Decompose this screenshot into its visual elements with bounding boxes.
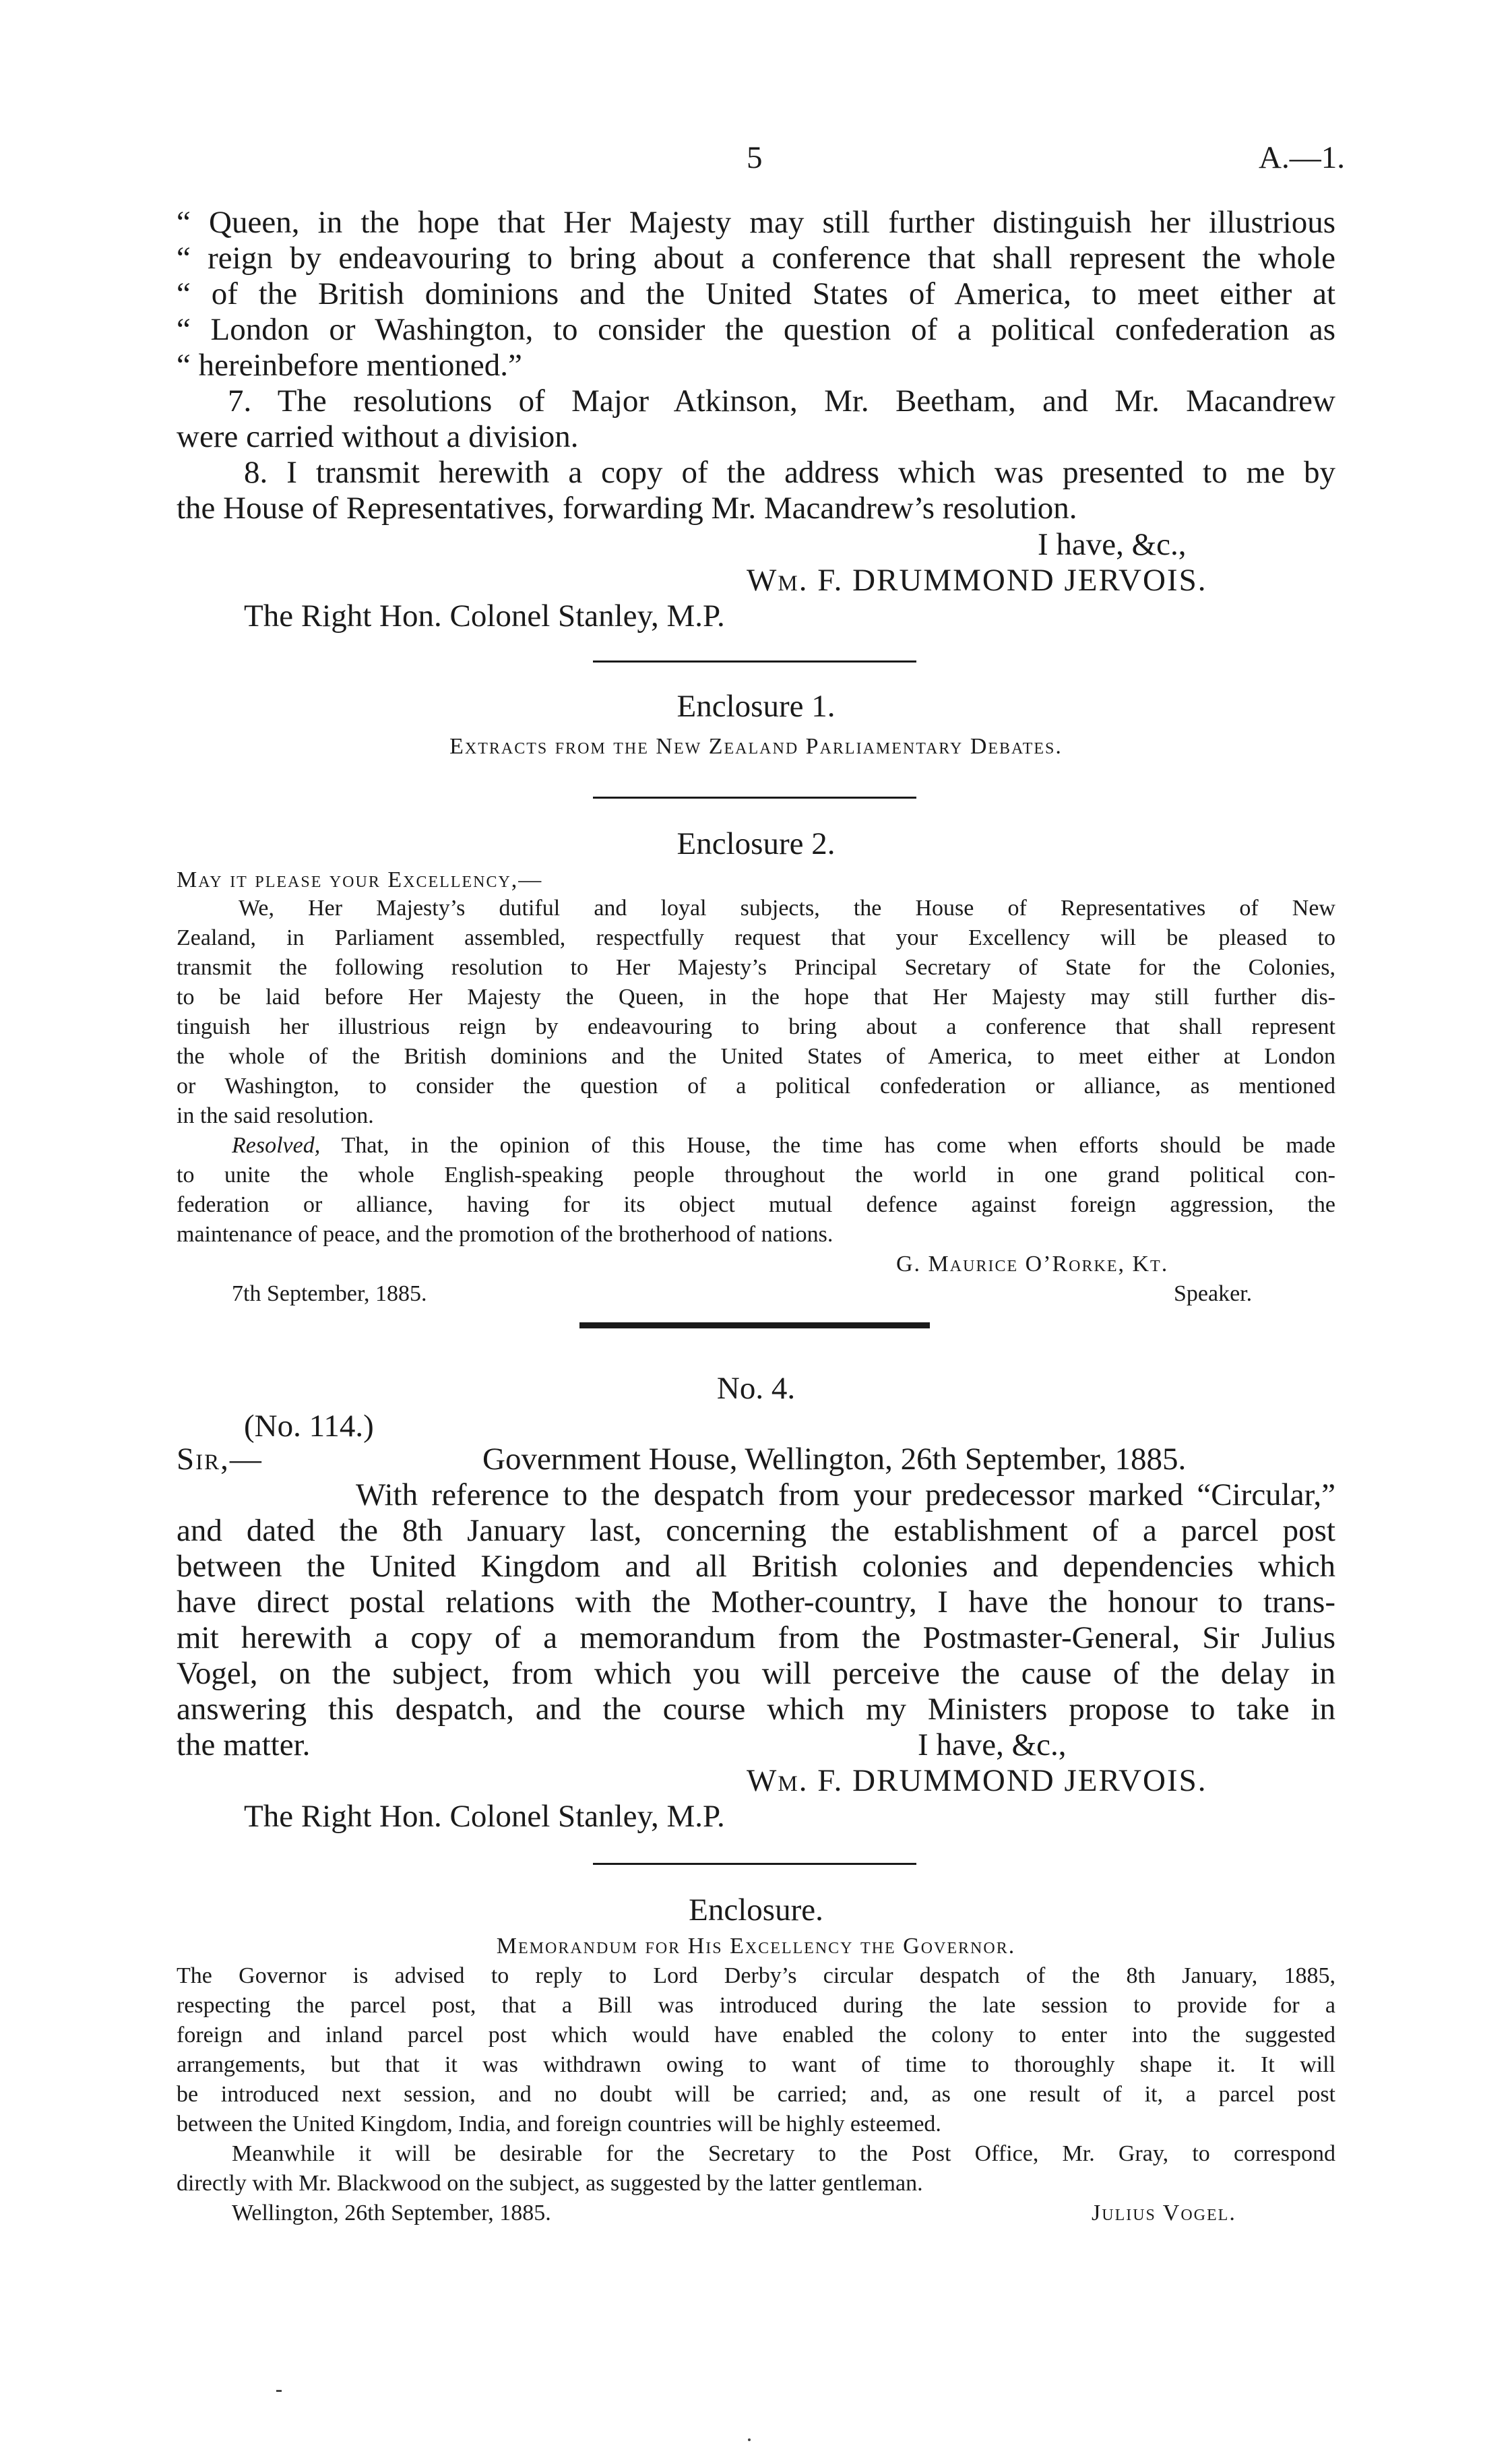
paragraph-7 — [228, 383, 1335, 419]
resolution-paragraph — [177, 1161, 1335, 1220]
print-mark — [748, 2438, 751, 2441]
text-line: the House of Representatives, forwarding Mr. Macandrew’s resolution. — [177, 491, 1077, 526]
print-mark — [276, 2390, 282, 2392]
text-line: Vogel, on the subject, from which you will perceive the cause of the delay in — [177, 1656, 1335, 1691]
date: 7th September, 1885. — [232, 1281, 427, 1306]
text-line: the whole of the British dominions and the United States of America, to meet either at London — [177, 1044, 1335, 1069]
text-line: The Governor is advised to reply to Lord Derby’s circular despatch of the 8th January, 1885, — [177, 1963, 1335, 1988]
text-line: or Washington, to consider the question of a political confederation or alliance, as mentioned — [177, 1074, 1335, 1099]
page-number: 5 — [747, 140, 763, 175]
text-line: the matter. — [177, 1727, 311, 1762]
text-line: have direct postal relations with the Mother-country, I have the honour to trans- — [177, 1585, 1335, 1620]
addressee: The Right Hon. Colonel Stanley, M.P. — [244, 598, 725, 634]
text-line: were carried without a division. — [177, 419, 579, 454]
text-line: 7. The resolutions of Major Atkinson, Mr. Beetham, and Mr. Macandrew — [228, 383, 1335, 419]
date: Wellington, 26th September, 1885. — [232, 2201, 551, 2225]
memorandum-heading: Memorandum for His Excellency the Governor. — [496, 1934, 1016, 1959]
text-line: That, in the opinion of this House, the time has come when efforts should be made — [341, 1133, 1335, 1158]
text-line: “ reign by endeavouring to bring about a conference that shall represent the whole — [177, 241, 1335, 276]
letter-body — [177, 1477, 1335, 1727]
place-date: Government House, Wellington, 26th September, 1885. — [482, 1442, 1187, 1477]
text-line: and dated the 8th January last, concerning the establishment of a parcel post — [177, 1513, 1335, 1548]
text-line: We, Her Majesty’s dutiful and loyal subjects, the House of Representatives of New — [239, 896, 1335, 921]
text-line: Zealand, in Parliament assembled, respectfully request that your Excellency will be pleased to — [177, 925, 1335, 950]
enclosure-2-title: Enclosure 2. — [676, 826, 836, 861]
text-line: directly with Mr. Blackwood on the subject, as suggested by the latter gentleman. — [177, 2171, 923, 2196]
enclosure-1-subtitle: Extracts from the New Zealand Parliamentary Debates. — [449, 734, 1063, 759]
signature: Wm. F. DRUMMOND JERVOIS. — [747, 1763, 1207, 1798]
signature: Wm. F. DRUMMOND JERVOIS. — [747, 563, 1207, 598]
address-paragraph — [177, 894, 1335, 1101]
text-line: federation or alliance, having for its object mutual defence against foreign aggression, the — [177, 1192, 1335, 1217]
text-line: “ London or Washington, to consider the question of a political confederation as — [177, 312, 1335, 347]
paragraph-8 — [244, 455, 1335, 491]
text-line: between the United Kingdom and all British colonies and dependencies which — [177, 1549, 1335, 1584]
text-line: With reference to the despatch from your predecessor marked “Circular,” — [356, 1477, 1335, 1512]
text-line: Meanwhile it will be desirable for the Secretary to the Post Office, Mr. Gray, to correspond — [232, 2141, 1335, 2166]
text-line: answering this despatch, and the course which my Ministers propose to take in — [177, 1692, 1335, 1727]
text-line: arrangements, but that it was withdrawn owing to want of time to thoroughly shape it. It will — [177, 2052, 1335, 2077]
enclosure-1-title: Enclosure 1. — [676, 689, 836, 724]
quoted-resolution — [177, 205, 1335, 348]
text-line: between the United Kingdom, India, and foreign countries will be highly esteemed. — [177, 2112, 941, 2136]
text-line: to be laid before Her Majesty the Queen, in the hope that Her Majesty may still further dis- — [177, 985, 1335, 1010]
signer: G. Maurice O’Rorke, Kt. — [896, 1252, 1169, 1277]
memorandum-paragraph-2 — [232, 2139, 1335, 2169]
text-line: “ of the British dominions and the United States of America, to meet either at — [177, 276, 1335, 311]
text-line: foreign and inland parcel post which would have enabled the colony to enter into the suggested — [177, 2023, 1335, 2048]
text-line: to unite the whole English-speaking people throughout the world in one grand political con- — [177, 1163, 1335, 1188]
heavy-divider — [579, 1322, 930, 1328]
enclosure-title: Enclosure. — [689, 1893, 823, 1928]
divider — [593, 1863, 916, 1865]
text-line: 8. I transmit herewith a copy of the address which was presented to me by — [244, 455, 1335, 490]
divider — [593, 797, 916, 799]
text-line: mit herewith a copy of a memorandum from the Postmaster-General, Sir Julius — [177, 1620, 1335, 1655]
letter-title: No. 4. — [716, 1371, 796, 1406]
text-line: tinguish her illustrious reign by endeavouring to bring about a conference that shall represent — [177, 1014, 1335, 1039]
text-line: maintenance of peace, and the promotion of the brotherhood of nations. — [177, 1222, 833, 1247]
document-reference: A.—1. — [1259, 140, 1345, 175]
signer-title: Speaker. — [1174, 1281, 1253, 1306]
text-line: in the said resolution. — [177, 1103, 374, 1128]
addressee: The Right Hon. Colonel Stanley, M.P. — [244, 1799, 725, 1834]
text-line: be introduced next session, and no doubt will be carried; and, as one result of it, a parcel post — [177, 2082, 1335, 2107]
text-line: “ hereinbefore mentioned.” — [177, 348, 522, 383]
closing: I have, &c., — [1038, 527, 1187, 562]
text-line: respecting the parcel post, that a Bill was introduced during the late session to provide for a — [177, 1993, 1335, 2018]
resolution-first-line — [232, 1131, 1335, 1161]
closing: I have, &c., — [918, 1727, 1067, 1762]
divider — [593, 660, 916, 663]
memorandum-paragraph — [177, 1961, 1335, 2110]
letter-reference: (No. 114.) — [244, 1409, 374, 1444]
salutation: May it please your Excellency,— — [177, 867, 543, 892]
salutation: Sir,— — [177, 1442, 263, 1477]
text-line: “ Queen, in the hope that Her Majesty may still further distinguish her illustrious — [177, 205, 1335, 240]
text-line: transmit the following resolution to Her Majesty’s Principal Secretary of State for the Colonies, — [177, 955, 1335, 980]
resolved-word: Resolved, — [232, 1133, 321, 1158]
signer: Julius Vogel. — [1092, 2201, 1236, 2225]
